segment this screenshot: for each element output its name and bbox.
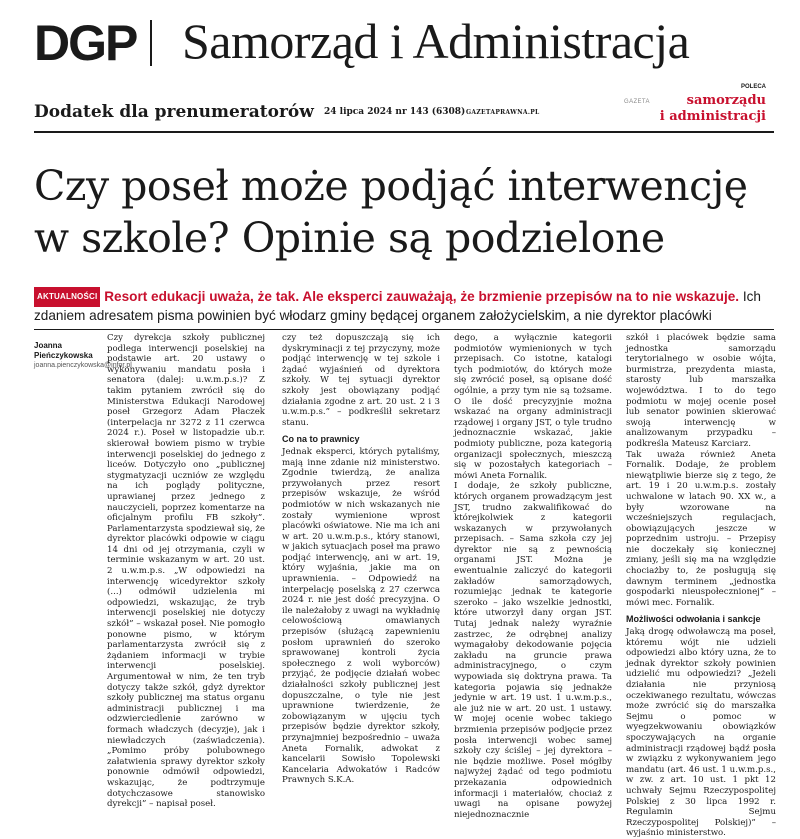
section-tag: AKTUALNOŚCI xyxy=(34,287,100,307)
section-title: Samorząd i Administracja xyxy=(182,13,690,69)
header-rule xyxy=(34,131,774,133)
article-lead xyxy=(34,287,784,325)
paragraph: Jednak eksperci, których pytaliśmy, mają inne zdanie niż ministerstwo. Zgodnie twierdzą, że analiza przywołanych przez resort przepisów wskazuje, że wśród podmiotów w nich wskazanych nie zostały wymienione wprost placówki oświatowe. Nie ma ich ani w art. 20 u.w.m.p.s., który stanowi, w jakich sytuacjach poseł ma prawo podjąć interwencję, ani w art. 19, który wyjaśnia, jakie ma on uprawnienia. – Odpowiedź na interpelację poselską z 27 czerwca 2024 r. nie jest dość precyzyjna. O ile należałoby z uwagi na wykładnię celowościową omawianych przepisów (służącą zapewnieniu posłom uprawnień do szeroko sprawowanej kontroli życia społecznego z woli wyborców) przyjąć, że podjęcie działań wobec działalności szkoły publicznej jest dopuszczalne, o tyle nie jest uprawnione twierdzenie, że zobowiązanym w ujęciu tych przepisów będzie dyrektor szkoły, przynajmniej bezpośrednio – uważa Aneta Fornalik, adwokat z kancelarii Sowisło Topolewski Kancelaria Adwokatów i Radców Prawnych S.K.A. xyxy=(282,446,440,786)
brand-line-2: i administracji xyxy=(659,109,766,124)
paragraph: Jaką drogę odwoławczą ma poseł, któremu wójt nie udzieli odpowiedzi albo który uzna, że to jednak dyrektor szkoły powinien udzielić mu odpowiedzi? „Jeżeli działania nie przyniosą oczekiwanego rezultatu, wówczas może zwrócić się do marszałka Sejmu o pomoc w wyegzekwowaniu obowiązków spoczywających na organie administracji rządowej bądź posła w związku z wykonywaniem jego mandatu (art. 46 ust. 1 u.w.m.p.s., w zw. z art. 10 ust. 1 pkt 12 uchwały Sejmu Rzeczypospolitej Polskiej z 30 lipca 1992 r. Regulamin Sejmu Rzeczypospolitej Polskiej)” – wyjaśnio ministerstwo. xyxy=(626,627,776,839)
brand-line-1: samorządu xyxy=(686,93,766,108)
masthead xyxy=(34,14,774,74)
brand-logo xyxy=(616,84,766,130)
masthead-divider xyxy=(150,20,152,66)
paragraph: szkół i placówek będzie sama jednostka samorządu terytorialnego w osobie wójta, burmistrza, prezydenta miasta, starosty lub marszałka województwa. I to do tego podmiotu w mojej ocenie poseł lub senator powinien skierować swoją interwencję w analizowanym przypadku – podkreśla Mateusz Karciarz. xyxy=(626,333,776,449)
article-column-1 xyxy=(107,333,265,810)
paragraph: Tak uważa również Aneta Fornalik. Dodaje, że problem niewątpliwie bierze się z tego, że art. 19 i 20 u.w.m.p.s. zostały uchwalone w latach 90. XX w., a były wzorowane na wcześniejszych regulacjach, obowiązujących jeszcze w poprzednim ustroju. – Przepisy nie doczekały się koniecznej zmiany, jeśli się ma na względzie chociażby to, że posługują się dawnym terminem „jednostka gospodarki nieuspołecznionej” – mówi mec. Fornalik. xyxy=(626,449,776,608)
article-column-4 xyxy=(626,333,776,839)
lead-highlight: Resort edukacji uważa, że tak. Ale eksperci zauważają, że brzmienie przepisów na to nie wskazuje. xyxy=(104,289,740,304)
brand-gazeta: GAZETA xyxy=(624,99,650,105)
author-first-name: Joanna xyxy=(34,341,63,350)
website-link[interactable]: GAZETAPRAWNA.PL xyxy=(466,109,540,116)
subheading: Możliwości odwołania i sankcje xyxy=(626,614,761,625)
subheading: Co na to prawnicy xyxy=(282,434,360,445)
dgp-logo: DGP xyxy=(34,15,137,71)
supplement-label: Dodatek dla prenumeratorów xyxy=(34,102,314,122)
article-column-3 xyxy=(454,333,612,820)
author-email[interactable]: joanna.pienczykowska@infor.pl xyxy=(34,362,132,369)
brand-poleca: POLECA xyxy=(740,84,766,90)
article-column-2 xyxy=(282,333,440,786)
paragraph: dego, a wyłącznie kategorii podmiotów wymienionych w tych przepisach. Co istotne, katalogi tych podmiotów, do których może się zwrócić poseł, są opisane dość ogólnie, a przy tym nie są tożsame. O ile dość precyzyjnie można wskazać na organy administracji rządowej i organy JST, o tyle trudno jednoznacznie wskazać, jakie podmioty publiczne, poza kategorią organizacji społecznych, mieszczą się w pozostałych kategoriach – mówi Aneta Fornalik. xyxy=(454,333,612,481)
paragraph: I dodaje, że szkoły publiczne, których organem prowadzącym jest JST, trudno zakwalifikować do którejkolwiek z kategorii wskazanych w przywołanych przepisach. – Sama szkoła czy jej dyrektor nie są z pewnością organami JST. Można je ewentualnie zaliczyć do kategorii zakładów samorządowych, rozumiejąc jednak te kategorie szeroko – jako wszelkie jednostki, które utworzył dany organ JST. Tutaj jednak należy wyraźnie zastrzec, że odrębnej analizy wymagałoby dekodowanie pojęcia zakładu na gruncie prawa administracyjnego, o czym wypowiada się doktryna prawa. Ta kategoria pojawia się jednakże jedynie w art. 19 ust. 1 u.w.m.p.s., ale już nie w art. 20 ust. 1 ustawy. W mojej ocenie wobec takiego brzmienia przepisów podjęcie przez posła interwencji wobec samej szkoły czy ściślej – jej dyrektora – nie będzie możliwe. Poseł mógłby najwyżej żądać od tego podmiotu przekazania odpowiednich informacji i materiałów, chociaż z uwagi na opisane powyżej niejednoznacznie xyxy=(454,481,612,820)
lead-rule xyxy=(34,329,774,330)
paragraph: Czy dyrekcja szkoły publicznej podlega interwencji poselskiej na podstawie art. 20 ustawy o wykonywaniu mandatu posła i senatora (dalej: u.w.m.p.s.)? Z takim pytaniem zwrócił się do Ministerstwa Edukacji Narodowej poseł Grzegorz Adam Płaczek (interpelacja nr 3272 z 11 czerwca 2024 r.). Poseł w listopadzie ub.r. skierował bowiem pismo w trybie interwencji poselskiej do jednego z liceów. Dotyczyło ono „publicznej stygmatyzacji uczniów ze względu na ich poglądy polityczne, uprawianej przez jednego z nauczycieli, poprzez komentarze na oficjalnym profilu FB szkoły”. Parlamentarzysta spodziewał się, że dyrektor placówki odpowie w ciągu 14 dni od jej otrzymania, czyli w terminie wskazanym w art. 20 ust. 2 u.w.m.p.s. „W odpowiedzi na interwencję wicedyrektor szkoły (...) odmówił udzielenia mi odpowiedzi, wskazując, że tryb interwencji poselskiej nie dotyczy szkół” – wskazał poseł. Nie pomogło ponowne pismo, w którym parlamentarzysta zwrócił się z żądaniem informacji w trybie interwencji poselskiej. Argumentował w nim, że ten tryb dotyczy także szkół, gdyż dyrektor szkoły publicznej ma status organu administracji publicznej i ma odzwierciedlenie zarówno w formach władczych (decyzje), jak i niewładczych (zaświadczenia). „Pomimo próby polubownego załatwienia sprawy dyrektor szkoły ponownie odmówił odpowiedzi, wskazując, że podtrzymuje dotychczasowe stanowisko dyrekcji” – napisał poseł. xyxy=(107,333,265,810)
issue-date: 24 lipca 2024 nr 143 (6308) xyxy=(324,107,466,117)
author-last-name: Pieńczykowska xyxy=(34,351,93,360)
article-headline: Czy poseł może podjąć interwencję w szkole? Opinie są podzielone xyxy=(34,162,748,262)
lead-text: Ich zdaniem adresatem pisma powinien być włodarz gminy będącej organem założycielskim, a nie dyrektor placówki xyxy=(34,289,761,323)
paragraph: czy też dopuszczają się ich dyskryminacji z tej przyczyny, może podjąć interwencję w tej szkole i żądać wyjaśnień od dyrektora szkoły. W tej sytuacji dyrektor szkoły jest obowiązany podjąć działania zgodne z art. 20 ust. 2 i 3 u.w.m.p.s.” – podkreślił sekretarz stanu. xyxy=(282,333,440,428)
author-byline xyxy=(34,341,132,371)
